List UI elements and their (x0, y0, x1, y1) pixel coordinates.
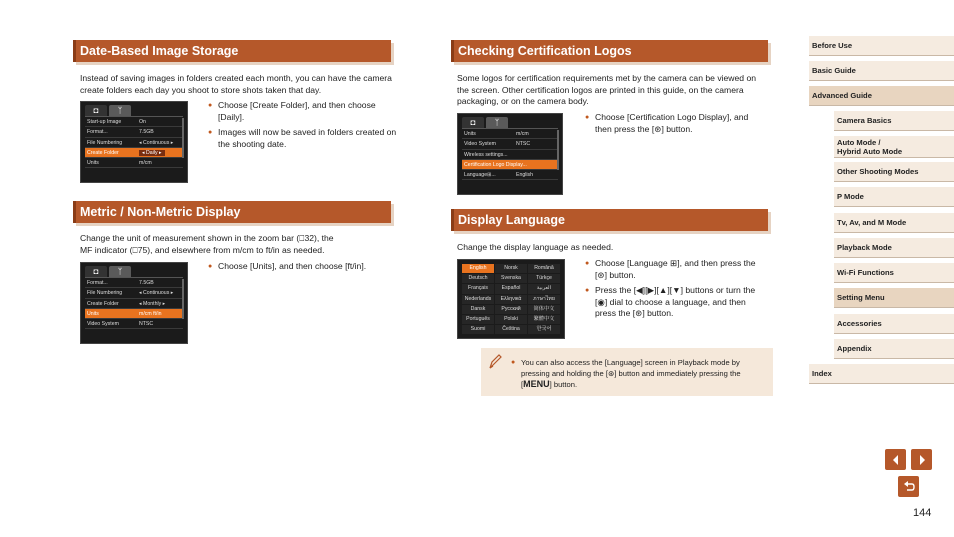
nav-before-use[interactable]: Before Use (809, 36, 954, 56)
step-item: ● Images will now be saved in folders created on the shooting date. (208, 127, 398, 150)
note-box (481, 348, 773, 396)
next-page-button[interactable] (911, 449, 932, 470)
camera-tab-icon: ◘ (85, 105, 107, 116)
cert-steps (585, 112, 765, 139)
settings-tab-icon: ᛉ (109, 105, 131, 116)
return-icon (902, 481, 916, 493)
nav-other-shooting-modes[interactable]: Other Shooting Modes (834, 162, 954, 182)
settings-tab-icon: ᛉ (486, 117, 508, 128)
language-option: Español (495, 284, 527, 293)
language-option: 한국어 (528, 325, 560, 334)
screen-row: Start-up Image On (85, 117, 183, 127)
date-storage-intro: Instead of saving images in folders created each month, you can have the camera create folders each day you shoot to store shots taken that day. (80, 73, 392, 95)
units-screen (80, 262, 188, 344)
language-option: Norsk (495, 264, 527, 273)
step-item: ● Choose [Create Folder], and then choose [Daily]. (208, 100, 398, 123)
page-number: 144 (913, 507, 932, 519)
language-option: English (462, 264, 494, 273)
screen-row-selected: Certification Logo Display... (462, 160, 558, 170)
step-item: ● Choose [Certification Logo Display], and then press the [⊛] button. (585, 112, 765, 135)
screen-row: Language⊞... English (462, 170, 558, 180)
language-option: العربية (528, 284, 560, 293)
book-icon: ⎕ (299, 233, 305, 243)
nav-index[interactable]: Index (809, 364, 954, 384)
nav-setting-menu[interactable]: Setting Menu (834, 288, 954, 308)
note-text: ● You can also access the [Language] screen in Playback mode by pressing and holding the [⊛] button and immediately pressing the [MENU] button. (511, 357, 766, 390)
screen-row: Video System NTSC (462, 139, 558, 149)
section-title: Display Language (458, 213, 565, 227)
screen-row: Units m/cm (85, 158, 183, 168)
cert-screen (457, 113, 563, 195)
nav-tv-av-m-mode[interactable]: Tv, Av, and M Mode (834, 213, 954, 233)
menu-button-icon: MENU (523, 379, 550, 389)
language-screen (457, 259, 565, 339)
return-button[interactable] (898, 476, 919, 497)
language-option: Português (462, 315, 494, 324)
language-option: Polski (495, 315, 527, 324)
language-grid (462, 264, 560, 334)
language-option: Svenska (495, 274, 527, 283)
screen-row-selected: Units m/cm ft/in (85, 309, 183, 319)
language-option: Français (462, 284, 494, 293)
camera-tab-icon: ◘ (462, 117, 484, 128)
screen-tabs (81, 102, 187, 116)
language-option: ภาษาไทย (528, 295, 560, 304)
language-option: Čeština (495, 325, 527, 334)
nav-appendix[interactable]: Appendix (834, 339, 954, 359)
section-header-date-storage (73, 40, 391, 62)
language-option: Dansk (462, 305, 494, 314)
nav-basic-guide[interactable]: Basic Guide (809, 61, 954, 81)
language-option: Suomi (462, 325, 494, 334)
date-storage-steps (208, 100, 398, 154)
screen-scrollbar (182, 279, 184, 319)
screen-row: Wireless settings... (462, 150, 558, 160)
language-option: Русский (495, 305, 527, 314)
book-icon: ⎕ (132, 244, 138, 255)
section-header-language (451, 209, 768, 231)
screen-scrollbar (557, 130, 559, 170)
section-title: Metric / Non-Metric Display (80, 205, 241, 219)
screen-row: File Numbering ◂ Continuous ▸ (85, 138, 183, 148)
step-item: ● Choose [Units], and then choose [ft/in]. (208, 261, 398, 273)
metric-intro: Change the unit of measurement shown in the zoom bar (⎕32), the MF indicator (⎕75), and elsewhere from m/cm to ft/in as needed. (80, 233, 334, 255)
nav-accessories[interactable]: Accessories (834, 314, 954, 334)
language-option: Nederlands (462, 295, 494, 304)
create-folder-screen (80, 101, 188, 183)
screen-row: Format... 7.5GB (85, 127, 183, 137)
cert-intro: Some logos for certification requirements met by the camera can be viewed on the screen. Other certification logos are printed in this guide, on the camera packaging, or on the camera body. (457, 73, 757, 106)
chevron-left-icon (890, 454, 902, 466)
screen-row: Video System NTSC (85, 319, 183, 329)
screen-row: Units m/cm (462, 129, 558, 139)
screen-row: Create Folder ◂ Monthly ▸ (85, 299, 183, 309)
language-option: Türkçe (528, 274, 560, 283)
language-steps (585, 258, 765, 324)
screen-tabs (458, 114, 562, 128)
section-title: Checking Certification Logos (458, 44, 632, 58)
prev-page-button[interactable] (885, 449, 906, 470)
nav-p-mode[interactable]: P Mode (834, 187, 954, 207)
screen-scrollbar (182, 118, 184, 158)
chevron-right-icon (916, 454, 928, 466)
nav-wifi-functions[interactable]: Wi-Fi Functions (834, 263, 954, 283)
pencil-icon (487, 353, 503, 376)
section-header-metric (73, 201, 391, 223)
section-header-cert (451, 40, 768, 62)
nav-playback-mode[interactable]: Playback Mode (834, 238, 954, 258)
nav-advanced-guide[interactable]: Advanced Guide (809, 86, 954, 106)
nav-auto-mode[interactable]: Auto Mode / Hybrid Auto Mode (834, 136, 954, 158)
language-option: 简体中文 (528, 305, 560, 314)
language-option: 繁體中文 (528, 315, 560, 324)
settings-tab-icon: ᛉ (109, 266, 131, 277)
language-option: Deutsch (462, 274, 494, 283)
screen-row: File Numbering ◂ Continuous ▸ (85, 288, 183, 298)
language-option: Ελληνικά (495, 295, 527, 304)
screen-row: Format... 7.5GB (85, 278, 183, 288)
screen-row-selected: Create Folder ◂ Daily ▸ (85, 148, 183, 158)
section-title: Date-Based Image Storage (80, 44, 239, 58)
camera-tab-icon: ◘ (85, 266, 107, 277)
nav-camera-basics[interactable]: Camera Basics (834, 111, 954, 131)
language-intro: Change the display language as needed. (457, 242, 614, 252)
metric-steps (208, 261, 398, 277)
screen-tabs (81, 263, 187, 277)
step-item: ● Press the [◀][▶][▲][▼] buttons or turn the [◉] dial to choose a language, and then press the [⊛] button. (585, 285, 765, 320)
step-item: ● Choose [Language ⊞], and then press the [⊛] button. (585, 258, 765, 281)
language-option: Română (528, 264, 560, 273)
